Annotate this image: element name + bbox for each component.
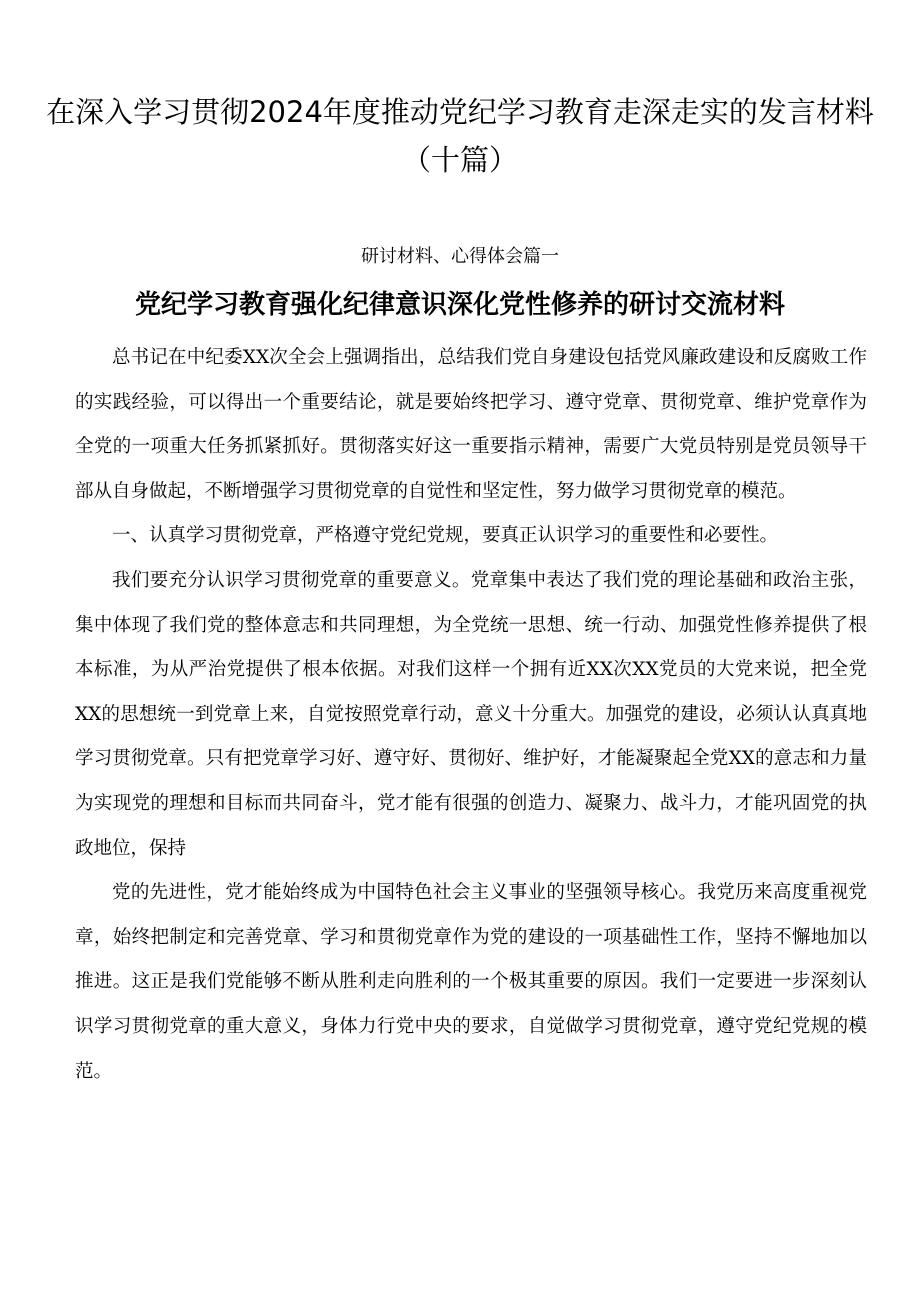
paragraph-4: 党的先进性，党才能始终成为中国特色社会主义事业的坚强领导核心。我党历来高度重视党章，始终把制定和完善党章、学习和贯彻党章作为党的建设的一项基础性工作，坚持不懈地加以推进。这正是我们党能够不断从胜利走向胜利的一个极其重要的原因。我们一定要进一步深刻认识学习贯彻党章的重大意义，身体力行党中央的要求，自觉做学习贯彻党章，遵守党纪党规的模范。 <box>75 882 867 1082</box>
section-heading: 党纪学习教育强化纪律意识深化党性修养的研讨交流材料 <box>134 290 785 320</box>
body-text <box>75 336 867 1094</box>
document-title-line-2: （十篇） <box>401 143 518 177</box>
section-subtitle: 研讨材料、心得体会篇一 <box>361 246 559 267</box>
paragraph-3: 我们要充分认识学习贯彻党章的重要意义。党章集中表达了我们党的理论基础和政治主张，集中体现了我们党的整体意志和共同理想，为全党统一思想、统一行动、加强党性修养提供了根本标准，为从严治党提供了根本依据。对我们这样一个拥有近XX次XX党员的大党来说，把全党XX的思想统一到党章上来，自觉按照党章行动，意义十分重大。加强党的建设，必须认认真真地学习贯彻党章。只有把党章学习好、遵守好、贯彻好、维护好，才能凝聚起全党XX的意志和力量为实现党的理想和目标而共同奋斗，党才能有很强的创造力、凝聚力、战斗力，才能巩固党的执政地位，保持 <box>75 569 867 859</box>
paragraph-2: 一、认真学习贯彻党章，严格遵守党纪党规，要真正认识学习的重要性和必要性。 <box>112 525 779 547</box>
document-title-line-1: 在深入学习贯彻2024年度推动党纪学习教育走深走实的发言材料 <box>46 95 874 129</box>
paragraph-1: 总书记在中纪委XX次全会上强调指出，总结我们党自身建设包括党风廉政建设和反腐败工作的实践经验，可以得出一个重要结论，就是要始终把学习、遵守党章、贯彻党章、维护党章作为全党的一项重大任务抓紧抓好。贯彻落实好这一重要指示精神，需要广大党员特别是党员领导干部从自身做起，不断增强学习贯彻党章的自觉性和坚定性，努力做学习贯彻党章的模范。 <box>75 347 867 502</box>
